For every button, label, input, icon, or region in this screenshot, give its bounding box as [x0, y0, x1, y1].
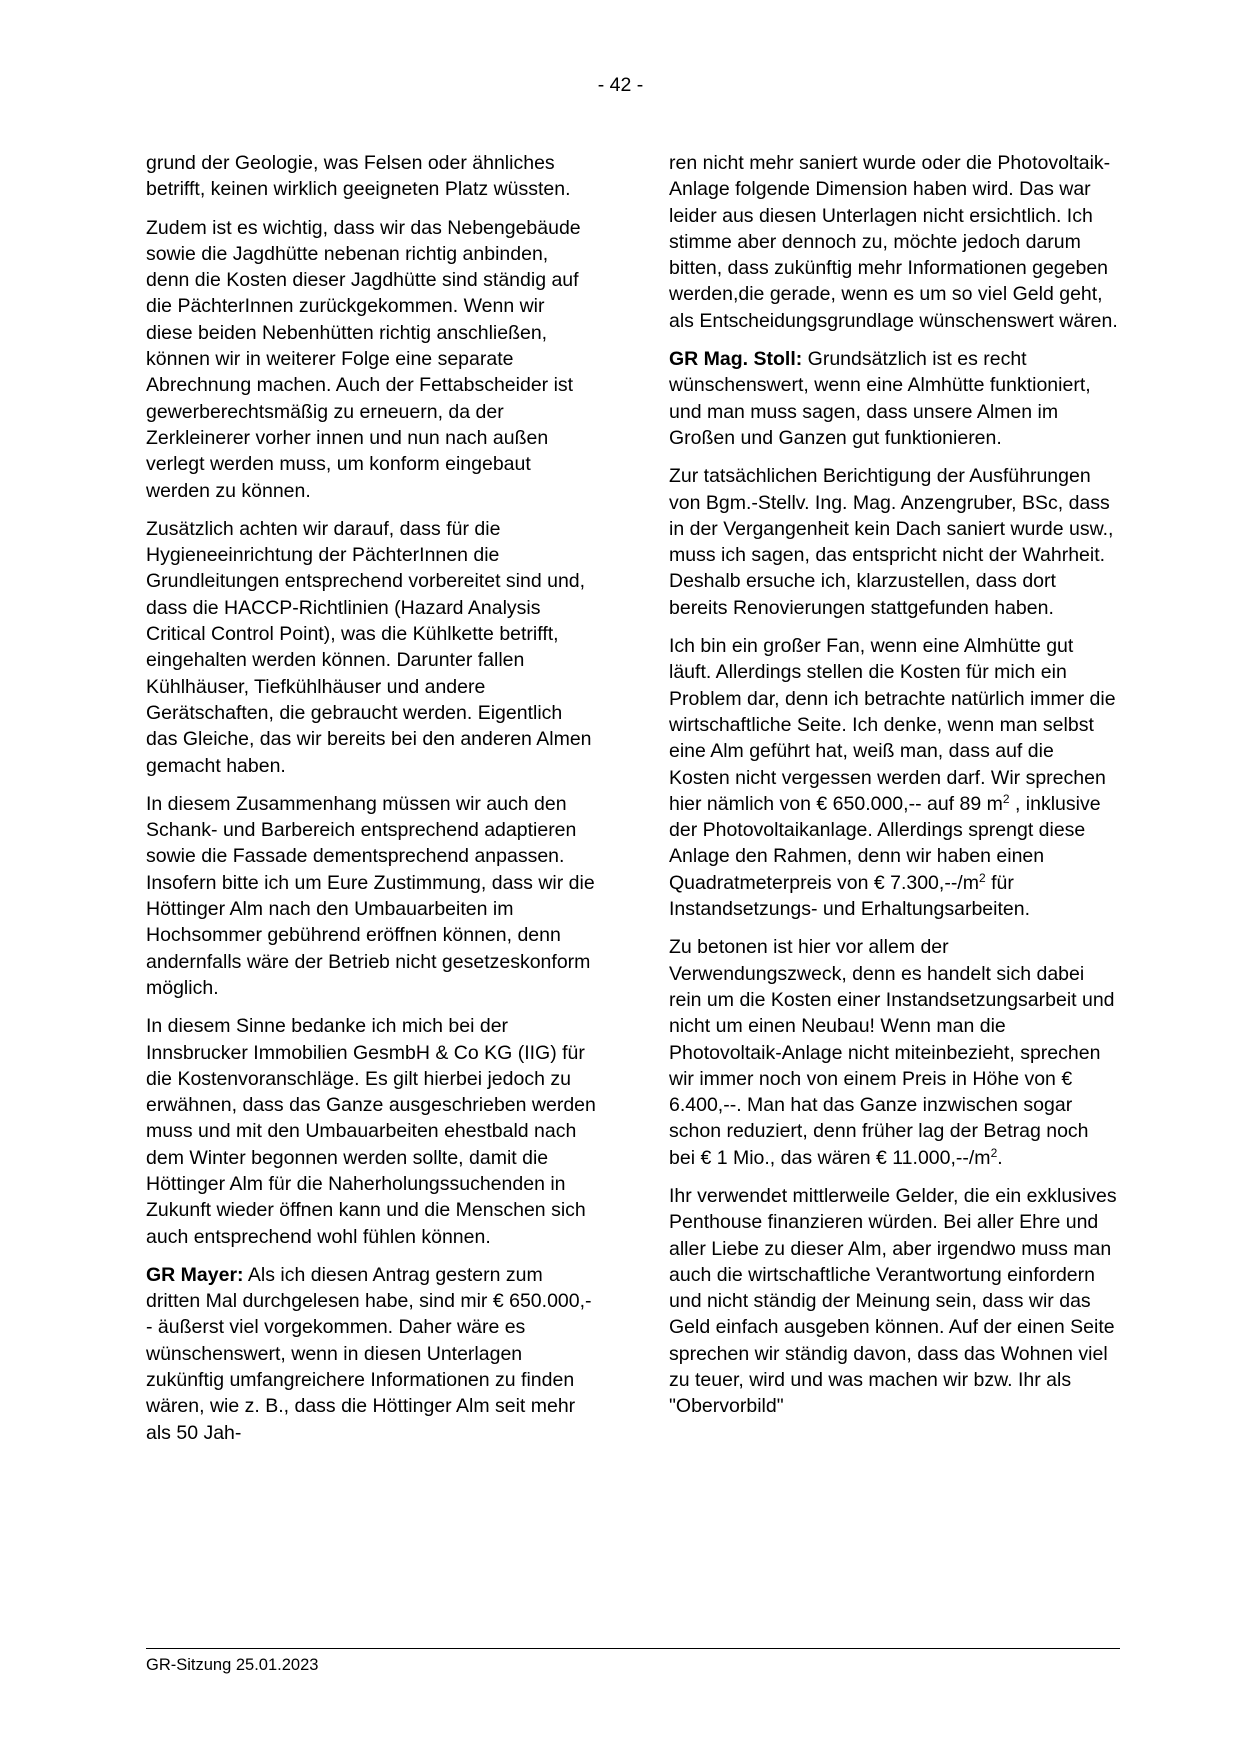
- paragraph: [669, 934, 1119, 1171]
- paragraph: [669, 633, 1119, 922]
- text-run: , inklusive der Photovoltaikanlage. Allerdings sprengt diese Anlage den Rahmen, denn wir haben einen Quadratmeterpreis von € 7.300,--/m: [669, 792, 1101, 894]
- speaker-name: GR Mayer:: [146, 1263, 244, 1286]
- paragraph: grund der Geologie, was Felsen oder ähnliches betrifft, keinen wirklich geeigneten Platz wüssten.: [146, 152, 571, 201]
- paragraph: In diesem Sinne bedanke ich mich bei der Innsbrucker Immobilien GesmbH & Co KG (IIG) für die Kostenvoranschläge. Es gilt hierbei jedoch zu erwähnen, dass das Ganze ausgeschrieben werden muss und mit den Umbauarbeiten ehestbald nach dem Winter begonnen werden sollte, damit die Höttinger Alm für die Naherholungssuchenden in Zukunft wieder öffnen kann und die Menschen sich auch entsprechend wohl fühlen können.: [146, 1015, 596, 1248]
- left-column: [146, 150, 596, 1458]
- speaker-text: Grundsätzlich ist es recht wünschenswert, wenn eine Almhütte funktioniert, und man muss sagen, dass unsere Almen im Großen und Ganzen gut funktionieren.: [669, 348, 1091, 449]
- page-number: - 42 -: [597, 74, 644, 96]
- paragraph: ren nicht mehr saniert wurde oder die Photovoltaik-Anlage folgende Dimension haben wird. Das war leider aus diesen Unterlagen nicht ersichtlich. Ich stimme aber dennoch zu, möchte jedoch darum bitten, dass zukünftig mehr Informationen gegeben werden,die gerade, wenn es um so viel Geld geht, als Entscheidungsgrundlage wünschenswert wären.: [669, 152, 1118, 332]
- speaker-paragraph: [146, 1262, 596, 1446]
- superscript: 2: [978, 870, 986, 885]
- paragraph: In diesem Zusammenhang müssen wir auch den Schank- und Barbereich entsprechend adaptieren sowie die Fassade dementsprechend anpassen. Insofern bitte ich um Eure Zustimmung, dass wir die Höttinger Alm nach den Umbauarbeiten im Hochsommer gebührend eröffnen können, denn andernfalls wäre der Betrieb nicht gesetzeskonform möglich.: [146, 792, 595, 999]
- paragraph: Zur tatsächlichen Berichtigung der Ausführungen von Bgm.-Stellv. Ing. Mag. Anzengruber, BSc, dass in der Vergangenheit kein Dach saniert wurde usw., muss ich sagen, das entspricht nicht der Wahrheit. Deshalb ersuche ich, klarzustellen, dass dort bereits Renovierungen stattgefunden haben.: [669, 465, 1114, 619]
- footer-divider: [146, 1648, 1120, 1649]
- paragraph: Zusätzlich achten wir darauf, dass für die Hygieneeinrichtung der PächterInnen die Grundleitungen entsprechend vorbereitet sind und, dass die HACCP-Richtlinien (Hazard Analysis Critical Control Point), was die Kühlkette betrifft, eingehalten werden können. Darunter fallen Kühlhäuser, Tiefkühlhäuser und andere Gerätschaften, die gebraucht werden. Eigentlich das Gleiche, das wir bereits bei den anderen Almen gemacht haben.: [146, 517, 592, 777]
- paragraph: Ihr verwendet mittlerweile Gelder, die ein exklusives Penthouse finanzieren würden. Bei aller Ehre und aller Liebe zu dieser Alm, aber irgendwo muss man auch die wirtschaftliche Verantwortung einfordern und nicht ständig der Meinung sein, dass wir das Geld einfach ausgeben können. Auf der einen Seite sprechen wir ständig davon, dass das Wohnen viel zu teuer, wird und was machen wir bzw. Ihr als "Obervorbild": [669, 1184, 1117, 1418]
- footer-text: GR-Sitzung 25.01.2023: [146, 1656, 319, 1674]
- superscript: 2: [990, 1145, 998, 1160]
- paragraph: Zudem ist es wichtig, dass wir das Nebengebäude sowie die Jagdhütte nebenan richtig anbinden, denn die Kosten dieser Jagdhütte sind ständig auf die PächterInnen zurückgekommen. Wenn wir diese beiden Nebenhütten richtig anschließen, können wir in weiterer Folge eine separate Abrechnung machen. Auch der Fettabscheider ist gewerberechtsmäßig zu erneuern, da der Zerkleinerer vorher innen und nun nach außen verlegt werden muss, um konform eingebaut werden zu können.: [146, 216, 581, 502]
- text-run: für Instandsetzungs- und Erhaltungsarbeiten.: [669, 871, 1030, 921]
- text-run: Ich bin ein großer Fan, wenn eine Almhütte gut läuft. Allerdings stellen die Kosten für mich ein Problem dar, denn ich betrachte natürlich immer die wirtschaftliche Seite. Ich denke, wenn man selbst eine Alm geführt hat, weiß man, dass auf die Kosten nicht vergessen werden darf. Wir sprechen hier nämlich von € 650.000,-- auf 89 m: [669, 635, 1116, 815]
- speaker-name: GR Mag. Stoll:: [669, 348, 803, 371]
- speaker-paragraph: [669, 346, 1119, 451]
- right-column: [669, 150, 1119, 1432]
- text-run: .: [997, 1146, 1003, 1169]
- text-run: Zu betonen ist hier vor allem der Verwendungszweck, denn es handelt sich dabei rein um die Kosten einer Instandsetzungsarbeit und nicht um einen Neubau! Wenn man die Photovoltaik-Anlage nicht miteinbezieht, sprechen wir immer noch von einem Preis in Höhe von € 6.400,--. Man hat das Ganze inzwischen sogar schon reduziert, denn früher lag der Betrag noch bei € 1 Mio., das wären € 11.000,--/m: [669, 936, 1115, 1169]
- superscript: 2: [1002, 791, 1010, 806]
- speaker-text: Als ich diesen Antrag gestern zum dritten Mal durchgelesen habe, sind mir € 650.000,-- äußerst viel vorgekommen. Daher wäre es wünschenswert, wenn in diesen Unterlagen zukünftig umfangreichere Informationen zu finden wären, wie z. B., dass die Höttinger Alm seit mehr als 50 Jah-: [146, 1263, 592, 1444]
